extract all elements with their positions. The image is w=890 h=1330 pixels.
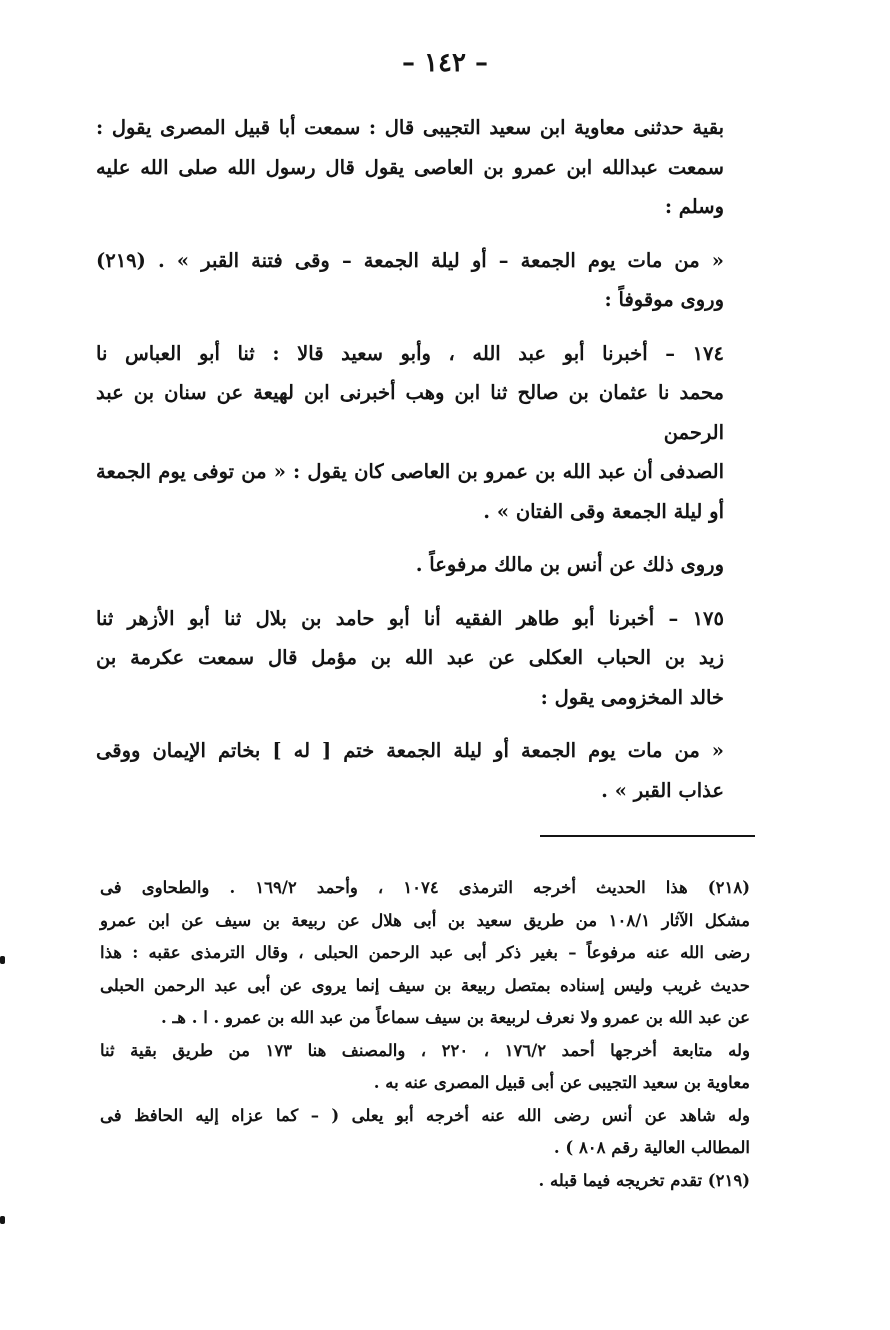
footnote-paragraph <box>100 1165 750 1198</box>
text-line: وروى ذلك عن أنس بن مالك مرفوعاً . <box>415 553 724 576</box>
text-line: ١٧٤ – أخبرنا أبو عبد الله ، وأبو سعيد قالا : ثنا أبو العباس نا <box>96 341 724 365</box>
text-line: « من مات يوم الجمعة – أو ليلة الجمعة – وقى فتنة القبر » . (٢١٩) <box>96 248 724 272</box>
text-line: ١٧٥ – أخبرنا أبو طاهر الفقيه أنا أبو حامد بن بلال ثنا أبو الأزهر ثنا <box>96 606 724 630</box>
text-line: وروى موقوفاً : <box>604 288 724 311</box>
text-line: أو ليلة الجمعة وقى الفتان » . <box>483 499 724 523</box>
footnote-line: عن عبد الله بن عمرو ولا نعرف لربيعة بن سيف سماعاً من عبد الله بن عمرو . ا . هـ . <box>160 1008 750 1027</box>
footnote-paragraph <box>100 872 750 1035</box>
page-number: – ١٤٢ – <box>401 48 489 78</box>
text-line: سمعت عبدالله ابن عمرو بن العاصى يقول قال رسول الله صلى الله عليه وسلم : <box>96 155 724 218</box>
main-paragraph <box>96 241 724 320</box>
text-line: « من مات يوم الجمعة أو ليلة الجمعة ختم [ له ] بخاتم الإيمان ووقى <box>96 739 724 762</box>
main-paragraph <box>96 108 724 227</box>
footnote-line: (٢١٨) هذا الحديث أخرجه الترمذى ١٠٧٤ ، وأحمد ١٦٩/٢ . والطحاوى فى <box>100 878 750 897</box>
footnote-line: وله متابعة أخرجها أحمد ١٧٦/٢ ، ٢٢٠ ، والمصنف هنا ١٧٣ من طريق بقية ثنا <box>100 1040 750 1060</box>
text-line: خالد المخزومى يقول : <box>540 685 724 709</box>
footnote-line: وله شاهد عن أنس رضى الله عنه أخرجه أبو يعلى ( – كما عزاه إليه الحافظ فى <box>100 1105 750 1125</box>
main-text <box>96 108 724 824</box>
main-paragraph <box>96 334 724 532</box>
margin-mark <box>0 1216 5 1224</box>
footnote-line: (٢١٩) تقدم تخريجه فيما قبله . <box>538 1170 750 1190</box>
text-line: عذاب القبر » . <box>601 778 724 802</box>
main-paragraph <box>96 731 724 810</box>
footnote-line: رضى الله عنه مرفوعاً – بغير ذكر أبى عبد الرحمن الحبلى ، وقال الترمذى عقبه : هذا <box>100 943 750 962</box>
footnote-line: معاوية بن سعيد التجيبى عن أبى قبيل المصرى عنه به . <box>373 1073 750 1092</box>
footnote-line: المطالب العالية رقم ٨٠٨ ) . <box>553 1138 750 1157</box>
text-line: الصدفى أن عبد الله بن عمرو بن العاصى كان يقول : « من توفى يوم الجمعة <box>96 460 724 483</box>
footnotes <box>100 872 750 1197</box>
margin-mark <box>0 956 5 964</box>
text-line: زيد بن الحباب العكلى عن عبد الله بن مؤمل قال سمعت عكرمة بن <box>96 646 724 669</box>
text-line: محمد نا عثمان بن صالح ثنا ابن وهب أخبرنى ابن لهيعة عن سنان بن عبد الرحمن <box>96 381 724 444</box>
footnote-separator <box>540 835 755 837</box>
footnote-paragraph <box>100 1100 750 1165</box>
text-line: بقية حدثنى معاوية ابن سعيد التجيبى قال : سمعت أبا قبيل المصرى يقول : <box>96 116 724 139</box>
main-paragraph <box>96 599 724 718</box>
footnote-line: حديث غريب وليس إسناده بمتصل ربيعة بن سيف إنما يروى عن أبى عبد الرحمن الحبلى <box>100 975 750 995</box>
footnote-line: مشكل الآثار ١٠٨/١ من طريق سعيد بن أبى هلال عن ربيعة بن سيف عن ابن عمرو <box>100 910 750 930</box>
footnote-paragraph <box>100 1035 750 1100</box>
main-paragraph <box>96 545 724 585</box>
